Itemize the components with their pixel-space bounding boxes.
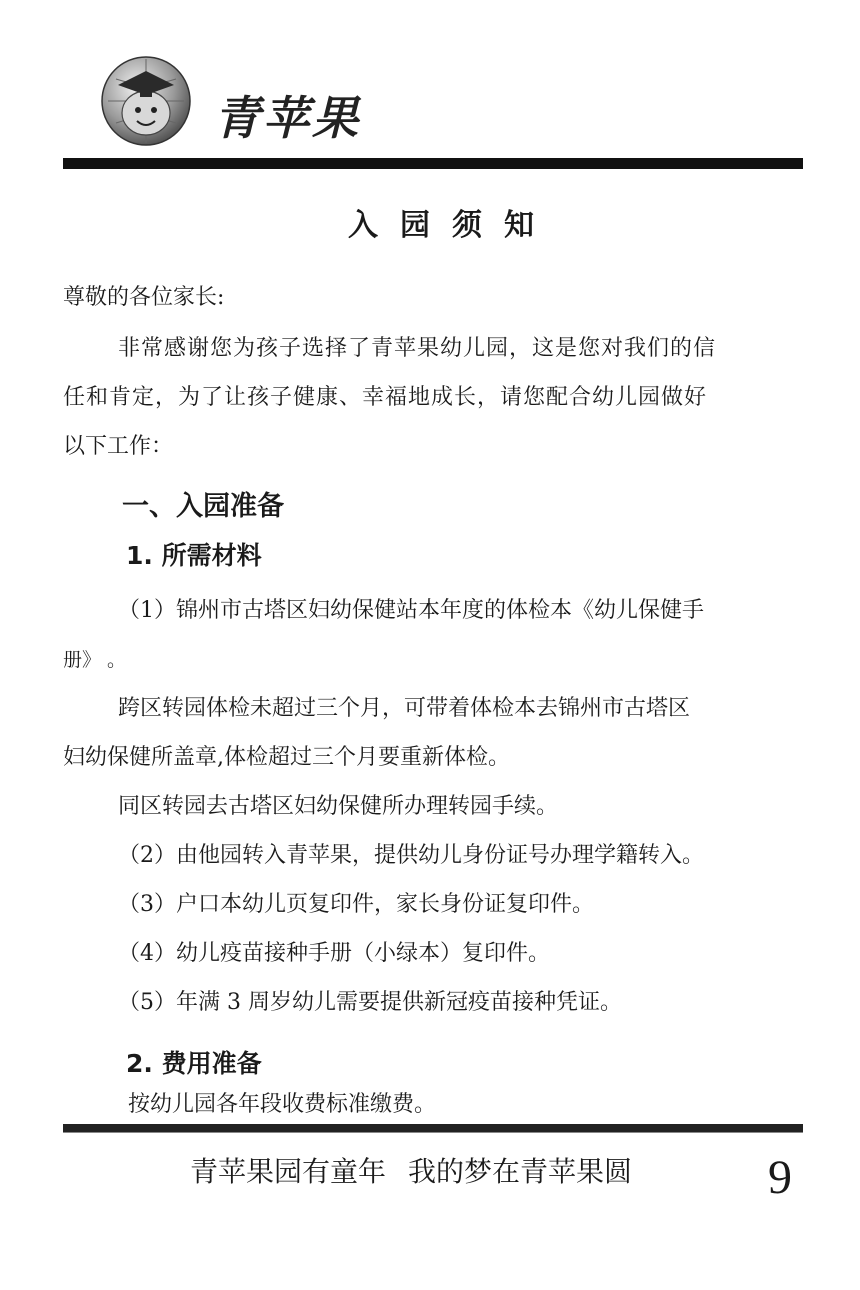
header-divider <box>63 158 803 169</box>
page-number: 9 <box>768 1151 792 1204</box>
brand-name: 青苹果 <box>214 91 361 145</box>
note-cross-district-line-1: 跨区转园体检未超过三个月，可带着体检本去锦州市古塔区 <box>118 696 691 721</box>
kindergarten-logo <box>100 55 192 147</box>
item-2: （2）由他园转入青苹果，提供幼儿身份证号办理学籍转入。 <box>118 843 704 868</box>
item-1-line-2: 册》 。 <box>63 649 127 671</box>
slogan-part-1: 青苹果园有童年 <box>190 1155 387 1188</box>
subheading-fees: 2. 费用准备 <box>126 1049 262 1078</box>
slogan-part-2: 我的梦在青苹果圆 <box>408 1155 633 1188</box>
item-4: （4）幼儿疫苗接种手册（小绿本）复印件。 <box>118 941 550 966</box>
intro-line-2: 任和肯定，为了让孩子健康、幸福地成长，请您配合幼儿园做好 <box>63 385 708 410</box>
intro-line-1: 非常感谢您为孩子选择了青苹果幼儿园，这是您对我们的信 <box>118 336 717 361</box>
note-same-district: 同区转园去古塔区妇幼保健所办理转园手续。 <box>118 794 559 819</box>
item-5: （5）年满 3 周岁幼儿需要提供新冠疫苗接种凭证。 <box>118 990 622 1015</box>
intro-line-3: 以下工作： <box>63 434 174 459</box>
page-title: 入园须知 <box>348 208 556 243</box>
footer-divider <box>63 1124 803 1133</box>
subheading-materials: 1. 所需材料 <box>126 541 262 570</box>
item-3: （3）户口本幼儿页复印件，家长身份证复印件。 <box>118 892 594 917</box>
greeting: 尊敬的各位家长: <box>63 285 225 310</box>
section-heading-preparation: 一、入园准备 <box>122 491 284 522</box>
item-1-line-1: （1）锦州市古塔区妇幼保健站本年度的体检本《幼儿保健手 <box>118 598 704 623</box>
note-cross-district-line-2: 妇幼保健所盖章,体检超过三个月要重新体检。 <box>63 745 510 770</box>
fees-text: 按幼儿园各年段收费标准缴费。 <box>128 1092 437 1117</box>
footer-slogan <box>190 1150 654 1190</box>
